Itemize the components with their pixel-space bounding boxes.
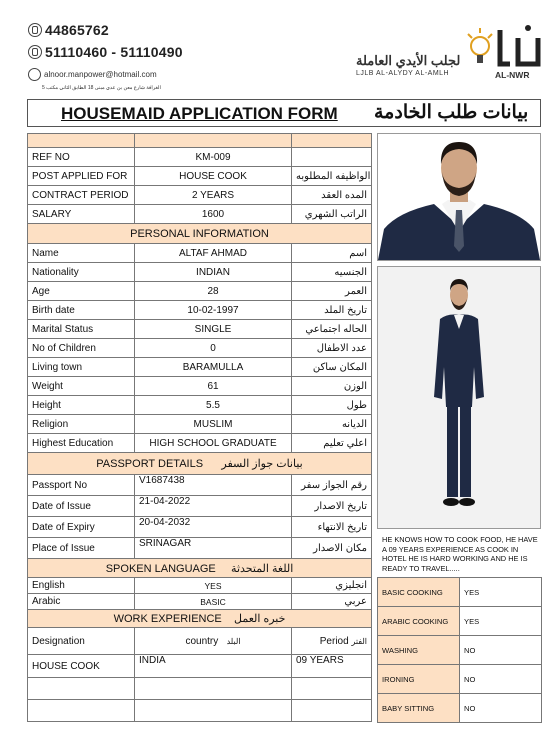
field-value: BASIC	[135, 594, 292, 610]
section-title-cell	[28, 559, 372, 578]
field-value: 10-02-1997	[135, 301, 292, 320]
skills-table	[377, 577, 542, 723]
table-row	[28, 244, 372, 263]
field-label-arabic: اسم	[292, 244, 372, 263]
table-row	[28, 496, 372, 517]
skill-label: BASIC COOKING	[378, 578, 460, 607]
skill-row	[378, 607, 542, 636]
field-label: Age	[28, 282, 135, 301]
field-value: V1687438	[135, 475, 292, 496]
field-value: 0	[135, 339, 292, 358]
email-row	[28, 68, 157, 81]
field-value: HIGH SCHOOL GRADUATE	[135, 434, 292, 453]
field-label-arabic: المكان ساكن	[292, 358, 372, 377]
section-title: PERSONAL INFORMATION	[28, 224, 372, 244]
field-value: INDIAN	[135, 263, 292, 282]
empty-cell	[135, 678, 292, 700]
logo-wordmark: AL-NWR	[495, 70, 530, 80]
section-title-cell	[28, 610, 372, 628]
candidate-note: HE KNOWS HOW TO COOK FOOD, HE HAVE A 09 YEARS EXPERIENCE AS COOK IN HOTEL HE IS HARD WORKING AND HE IS READY TO TRAVEL.....	[382, 535, 538, 573]
field-label: POST APPLIED FOR	[28, 167, 135, 186]
field-value: 2 YEARS	[135, 186, 292, 205]
table-row	[28, 396, 372, 415]
application-table	[27, 133, 372, 722]
field-label: SALARY	[28, 205, 135, 224]
skill-label: ARABIC COOKING	[378, 607, 460, 636]
skill-value: YES	[460, 607, 542, 636]
skill-value: NO	[460, 694, 542, 723]
logo-arabic: لجلب الأيدي العاملة	[356, 53, 461, 68]
table-row	[28, 700, 372, 722]
table-row	[28, 538, 372, 559]
portrait-image	[378, 134, 540, 260]
phone-icon	[28, 45, 42, 59]
field-value: KM-009	[135, 148, 292, 167]
logo-english: LJLB AL-ALYDY AL-AMLH	[356, 70, 450, 77]
field-value: 21-04-2022	[135, 496, 292, 517]
section-title-arabic: بيانات جواز السفر	[221, 458, 303, 470]
field-label-arabic: انجليزي	[292, 578, 372, 594]
column-header-period-cell	[292, 628, 372, 655]
field-label: REF NO	[28, 148, 135, 167]
field-label-arabic: طول	[292, 396, 372, 415]
field-label: Marital Status	[28, 320, 135, 339]
table-row	[28, 339, 372, 358]
skill-row	[378, 578, 542, 607]
form-title: HOUSEMAID APPLICATION FORM	[61, 104, 338, 123]
section-header-work	[28, 610, 372, 628]
table-row	[28, 415, 372, 434]
section-title: SPOKEN LANGUAGE	[105, 562, 216, 575]
column-header-period: Period	[319, 635, 349, 647]
skill-value: NO	[460, 665, 542, 694]
field-label-arabic: مكان الاصدار	[292, 538, 372, 559]
table-top-band	[28, 134, 372, 148]
skill-row	[378, 694, 542, 723]
table-row	[28, 301, 372, 320]
skill-label: IRONING	[378, 665, 460, 694]
field-label: Religion	[28, 415, 135, 434]
empty-cell	[28, 700, 135, 722]
office-address: الغرافة شارع معن بن عدي مبنى 18 الطابق الثاني مكتب 5	[42, 85, 161, 91]
field-label: Arabic	[28, 594, 135, 610]
field-label: Name	[28, 244, 135, 263]
field-label-arabic: الوزن	[292, 377, 372, 396]
table-row	[28, 167, 372, 186]
field-label-arabic: العمر	[292, 282, 372, 301]
table-row	[28, 434, 372, 453]
field-label-arabic: الواظيفه المطلوبه	[292, 167, 372, 186]
field-label: Weight	[28, 377, 135, 396]
skill-row	[378, 636, 542, 665]
field-label: Height	[28, 396, 135, 415]
section-title: PASSPORT DETAILS	[96, 458, 204, 470]
skill-label: WASHING	[378, 636, 460, 665]
section-header-language	[28, 559, 372, 578]
column-header-country-arabic: البلد	[226, 636, 241, 646]
field-label: Nationality	[28, 263, 135, 282]
work-country: INDIA	[135, 655, 292, 678]
phone-primary	[28, 22, 109, 38]
table-row	[28, 282, 372, 301]
field-value: 5.5	[135, 396, 292, 415]
column-header-period-arabic: الفتر	[351, 636, 367, 646]
field-label: Highest Education	[28, 434, 135, 453]
column-header-country: country	[185, 635, 219, 647]
field-value: YES	[135, 578, 292, 594]
table-row	[28, 358, 372, 377]
table-row	[28, 263, 372, 282]
phone-icon	[28, 23, 42, 37]
field-value: ALTAF AHMAD	[135, 244, 292, 263]
field-value: 61	[135, 377, 292, 396]
table-row	[28, 148, 372, 167]
field-label: Date of Issue	[28, 496, 135, 517]
work-period: 09 YEARS	[292, 655, 372, 678]
skill-label: BABY SITTING	[378, 694, 460, 723]
phone-1: 44865762	[45, 22, 109, 38]
band-cell	[292, 134, 372, 148]
field-label-arabic: الراتب الشهري	[292, 205, 372, 224]
empty-cell	[135, 700, 292, 722]
field-label: Place of Issue	[28, 538, 135, 559]
full-body-image	[378, 267, 540, 528]
section-header-personal	[28, 224, 372, 244]
email-icon	[28, 68, 41, 81]
section-header-passport	[28, 453, 372, 475]
table-row	[28, 594, 372, 610]
empty-cell	[292, 700, 372, 722]
table-row	[28, 578, 372, 594]
field-value: 20-04-2032	[135, 517, 292, 538]
table-row	[28, 186, 372, 205]
field-label: No of Children	[28, 339, 135, 358]
field-label-arabic: الديانه	[292, 415, 372, 434]
field-label: English	[28, 578, 135, 594]
skill-value: NO	[460, 636, 542, 665]
field-label: Birth date	[28, 301, 135, 320]
field-value: BARAMULLA	[135, 358, 292, 377]
field-label-arabic: تاريخ الملد	[292, 301, 372, 320]
field-label-arabic: عدد الاطفال	[292, 339, 372, 358]
phone-secondary	[28, 44, 183, 60]
field-label-arabic: الحاله اجتماعي	[292, 320, 372, 339]
skill-value: YES	[460, 578, 542, 607]
field-label-arabic: عربي	[292, 594, 372, 610]
portrait-photo	[377, 133, 541, 261]
table-row	[28, 655, 372, 678]
field-label-arabic: الجنسيه	[292, 263, 372, 282]
field-label: Passport No	[28, 475, 135, 496]
field-value: HOUSE COOK	[135, 167, 292, 186]
table-row	[28, 517, 372, 538]
table-row	[28, 678, 372, 700]
field-value: 28	[135, 282, 292, 301]
field-label-arabic: المده العقد	[292, 186, 372, 205]
empty-cell	[292, 678, 372, 700]
empty-cell	[28, 678, 135, 700]
form-title-arabic: بيانات طلب الخادمة	[374, 102, 529, 123]
section-title-arabic: خبره العمل	[234, 613, 286, 625]
field-value: MUSLIM	[135, 415, 292, 434]
field-label-arabic	[292, 148, 372, 167]
field-label: CONTRACT PERIOD	[28, 186, 135, 205]
field-label-arabic: اعلي تعليم	[292, 434, 372, 453]
phone-2: 51110460 - 51110490	[45, 44, 183, 60]
field-label-arabic: رقم الجواز سفر	[292, 475, 372, 496]
table-row	[28, 475, 372, 496]
full-body-photo	[377, 266, 541, 529]
field-label-arabic: تاريخ الانتهاء	[292, 517, 372, 538]
skill-row	[378, 665, 542, 694]
field-label-arabic: تاريخ الاصدار	[292, 496, 372, 517]
work-header-row	[28, 628, 372, 655]
section-title: WORK EXPERIENCE	[113, 613, 222, 625]
field-value: SINGLE	[135, 320, 292, 339]
email-address: alnoor.manpower@hotmail.com	[44, 70, 157, 79]
field-label: Living town	[28, 358, 135, 377]
column-header-designation: Designation	[28, 628, 135, 655]
table-row	[28, 320, 372, 339]
field-label: Date of Expiry	[28, 517, 135, 538]
field-value: 1600	[135, 205, 292, 224]
column-header-country-cell	[135, 628, 292, 655]
table-row	[28, 377, 372, 396]
table-row	[28, 205, 372, 224]
work-designation: HOUSE COOK	[28, 655, 135, 678]
band-cell	[135, 134, 292, 148]
section-title-cell	[28, 453, 372, 475]
band-cell	[28, 134, 135, 148]
field-value: SRINAGAR	[135, 538, 292, 559]
section-title-arabic: اللغة المتحدثة	[231, 562, 294, 575]
